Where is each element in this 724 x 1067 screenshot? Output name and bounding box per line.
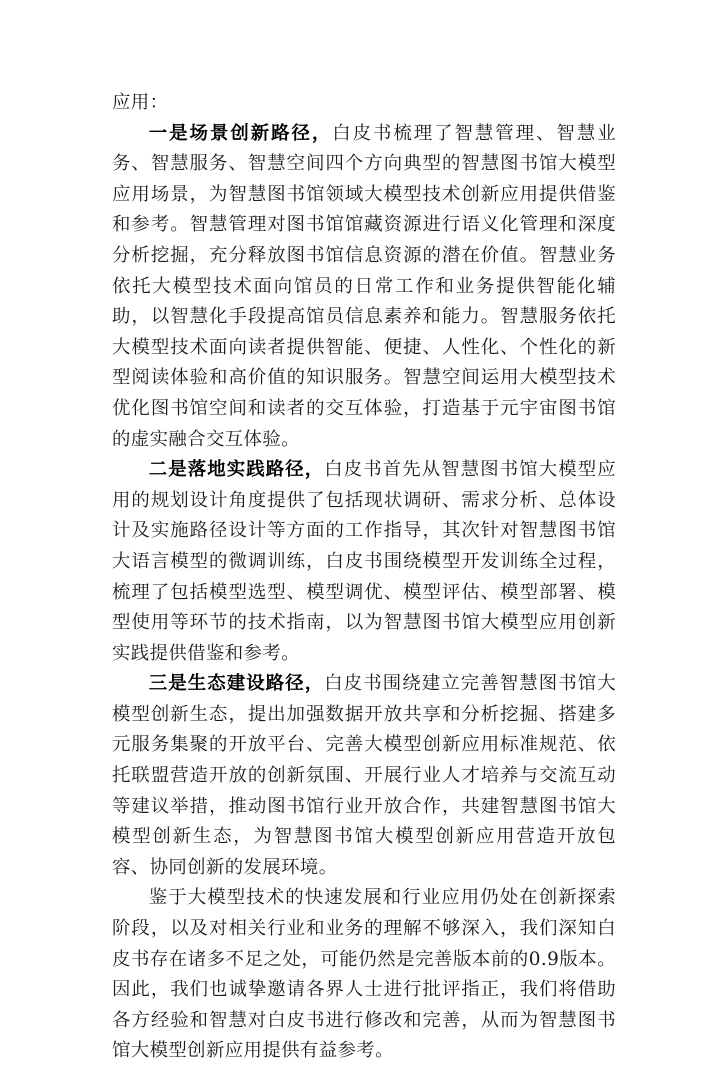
paragraph-text: 鉴于大模型技术的快速发展和行业应用仍处在创新探索阶段，以及对相关行业和业务的理解不够深入，我们深知白皮书存在诸多不足之处，可能仍然是完善版本前的0.9版本。因此，我们也诚挚邀请各界人士进行批评指正，我们将借助各方经验和智慧对白皮书进行修改和完善，从而为智慧图书馆大模型创新应用提供有益参考。 — [112, 887, 616, 1062]
paragraph-text: 应用： — [112, 92, 169, 113]
paragraph-lead: 二是落地实践路径， — [148, 459, 325, 481]
paragraph-text: 白皮书梳理了智慧管理、智慧业务、智慧服务、智慧空间四个方向典型的智慧图书馆大模型应用场景，为智慧图书馆领域大模型技术创新应用提供借鉴和参考。智慧管理对图书馆馆藏资源进行语义化管理和深度分析挖掘，充分释放图书馆信息资源的潜在价值。智慧业务依托大模型技术面向馆员的日常工作和业务提供智能化辅助，以智慧化手段提高馆员信息素养和能力。智慧服务依托大模型技术面向读者提供智能、便捷、人性化、个性化的新型阅读体验和高价值的知识服务。智慧空间运用大模型技术优化图书馆空间和读者的交互体验，打造基于元宇宙图书馆的虚实融合交互体验。 — [112, 122, 616, 450]
paragraph-text: 白皮书围绕建立完善智慧图书馆大模型创新生态，提出加强数据开放共享和分析挖掘、搭建多元服务集聚的开放平台、完善大模型创新应用标准规范、依托联盟营造开放的创新氛围、开展行业人才培养与交流互动等建议举措，推动图书馆行业开放合作，共建智慧图书馆大模型创新生态，为智慧图书馆大模型创新应用营造开放包容、协同创新的发展环境。 — [112, 673, 616, 878]
paragraph-intro — [112, 88, 616, 119]
paragraph-practice-path — [112, 455, 616, 669]
paragraph-ecosystem-path — [112, 669, 616, 883]
paragraph-lead: 三是生态建设路径， — [148, 673, 325, 695]
paragraph-scenario-path — [112, 119, 616, 456]
paragraph-lead: 一是场景创新路径， — [148, 122, 333, 144]
paragraph-conclusion — [112, 883, 616, 1067]
paragraph-text: 白皮书首先从智慧图书馆大模型应用的规划设计角度提供了包括现状调研、需求分析、总体设计及实施路径设计等方面的工作指导，其次针对智慧图书馆大语言模型的微调训练，白皮书围绕模型开发训练全过程，梳理了包括模型选型、模型调优、模型评估、模型部署、模型使用等环节的技术指南，以为智慧图书馆大模型应用创新实践提供借鉴和参考。 — [112, 459, 616, 664]
document-page — [112, 88, 616, 1067]
